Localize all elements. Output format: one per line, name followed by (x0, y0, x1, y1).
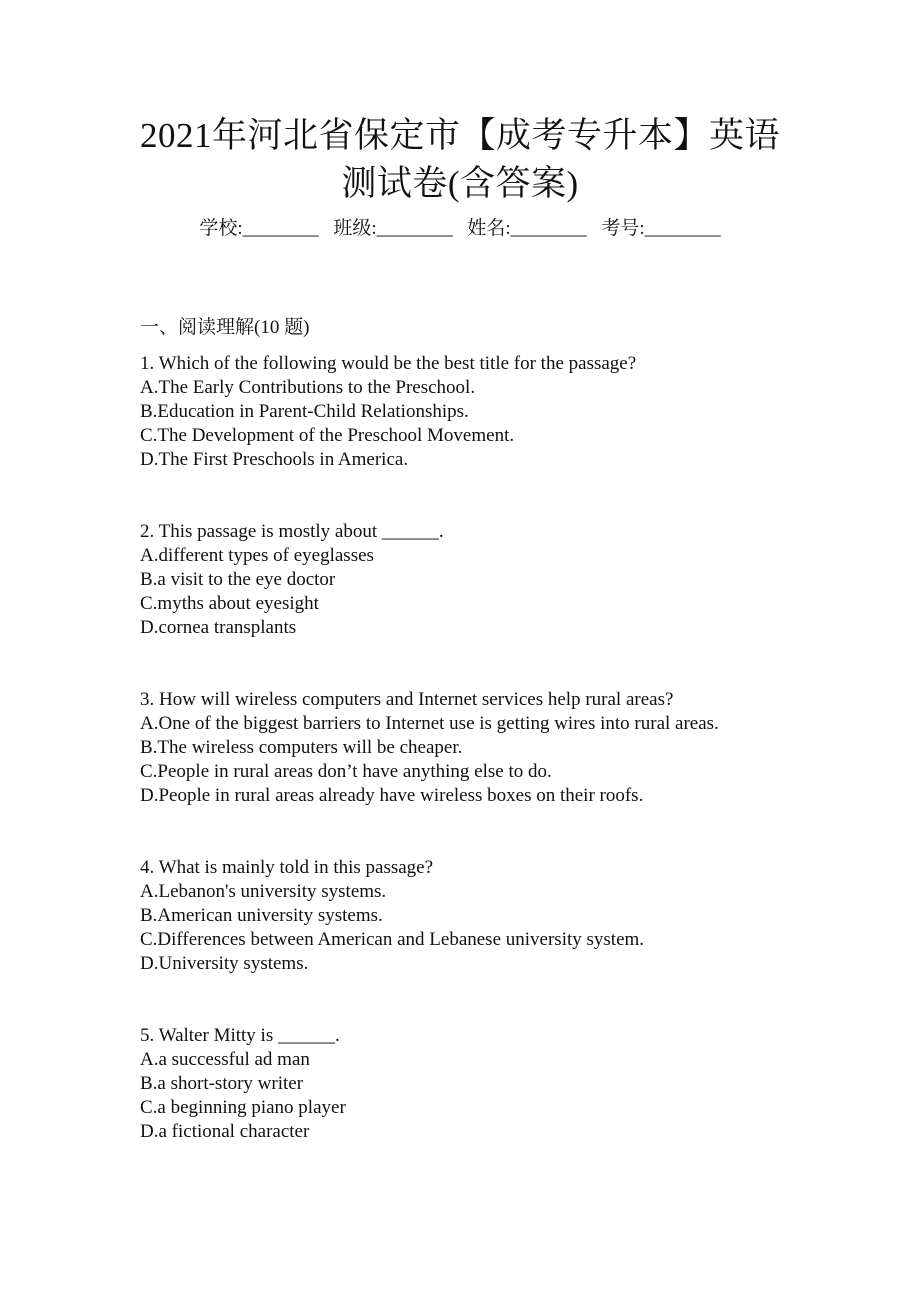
option-a: A.Lebanon's university systems. (140, 881, 387, 902)
question-5 (140, 1024, 800, 1144)
option-d: D.The First Preschools in America. (140, 449, 409, 470)
title-line-2: 测试卷(含答案) (341, 164, 579, 203)
student-info-line (0, 216, 920, 242)
title-line-1: 2021年河北省保定市【成考专升本】英语 (139, 116, 780, 155)
question-stem: 3. How will wireless computers and Internet services help rural areas? (140, 689, 674, 710)
exam-content (140, 316, 800, 1192)
question-stem: 2. This passage is mostly about ______. (140, 521, 444, 542)
option-c: C.People in rural areas don’t have anything else to do. (140, 761, 552, 782)
question-3 (140, 688, 800, 808)
option-c: C.Differences between American and Lebanese university system. (140, 929, 645, 950)
question-stem: 5. Walter Mitty is ______. (140, 1025, 340, 1046)
option-b: B.a short-story writer (140, 1073, 304, 1094)
option-b: B.Education in Parent-Child Relationships. (140, 401, 469, 422)
option-d: D.cornea transplants (140, 617, 297, 638)
option-c: C.a beginning piano player (140, 1097, 346, 1118)
option-b: B.The wireless computers will be cheaper. (140, 737, 463, 758)
school-field: 学校:________ (199, 218, 319, 239)
question-4 (140, 856, 800, 976)
option-b: B.a visit to the eye doctor (140, 569, 336, 590)
question-stem: 1. Which of the following would be the best title for the passage? (140, 353, 637, 374)
question-stem: 4. What is mainly told in this passage? (140, 857, 434, 878)
option-a: A.One of the biggest barriers to Internet use is getting wires into rural areas. (140, 713, 719, 734)
option-a: A.a successful ad man (140, 1049, 310, 1070)
option-d: D.University systems. (140, 953, 309, 974)
option-d: D.People in rural areas already have wireless boxes on their roofs. (140, 785, 644, 806)
section-title: 一、阅读理解(10 题) (140, 317, 310, 338)
option-a: A.The Early Contributions to the Preschool. (140, 377, 476, 398)
exam-number-field: 考号:________ (601, 218, 721, 239)
option-c: C.myths about eyesight (140, 593, 319, 614)
option-b: B.American university systems. (140, 905, 383, 926)
name-field: 姓名:________ (467, 218, 587, 239)
question-2 (140, 520, 800, 640)
class-field: 班级:________ (333, 218, 453, 239)
option-a: A.different types of eyeglasses (140, 545, 374, 566)
option-d: D.a fictional character (140, 1121, 310, 1142)
document-title (0, 112, 920, 208)
option-c: C.The Development of the Preschool Movement. (140, 425, 515, 446)
question-1 (140, 352, 800, 472)
